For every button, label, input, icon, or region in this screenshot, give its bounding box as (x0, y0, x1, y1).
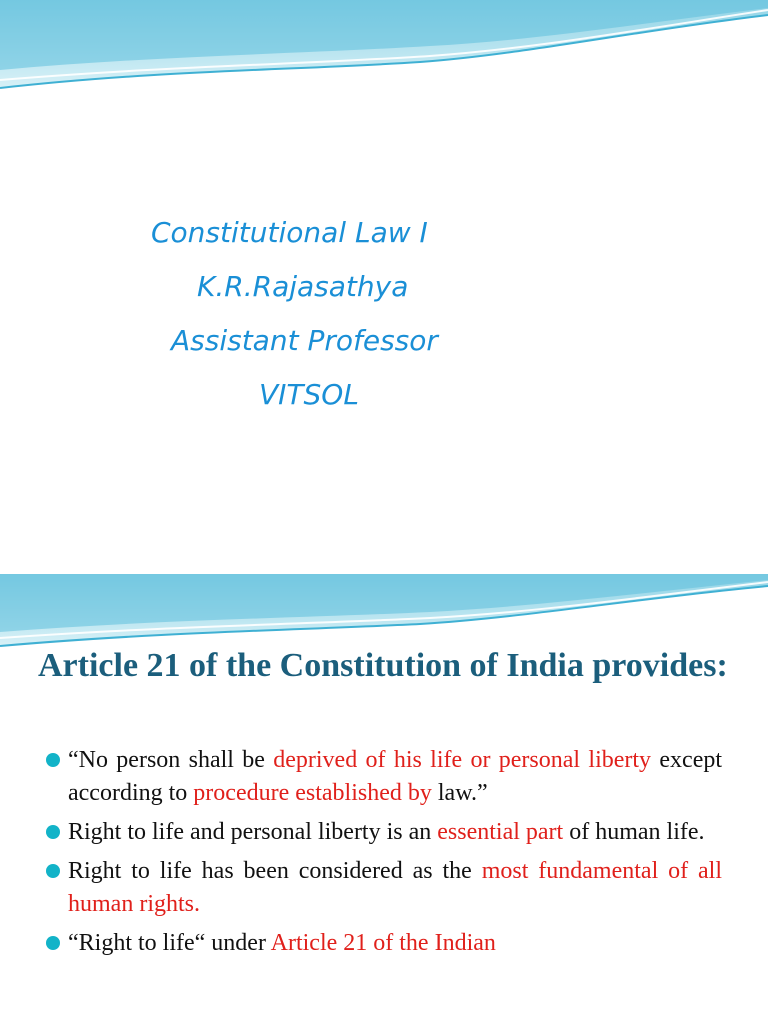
author-position: Assistant Professor (171, 324, 438, 357)
bullet-text: “Right to life“ under (68, 930, 271, 956)
bullet-text: “No person shall be (68, 747, 274, 773)
author-name: K.R.Rajasathya (197, 270, 409, 303)
course-title: Constitutional Law I (151, 216, 428, 249)
bullet-text: except according to (68, 747, 723, 806)
bullet-item (44, 744, 722, 810)
bullet-item (44, 816, 722, 849)
decorative-wave-header (0, 0, 768, 95)
institution: VITSOL (259, 378, 359, 411)
bullet-item (44, 855, 722, 921)
slide-heading: Article 21 of the Constitution of India provides: (38, 647, 728, 684)
bullet-highlight: most fundamental of all human rights. (68, 858, 723, 917)
bullet-highlight: deprived of his life or personal liberty (273, 747, 652, 773)
bullet-list (44, 744, 722, 966)
bullet-dot-icon (46, 936, 60, 950)
bullet-text: Right to life and personal liberty is an (68, 819, 438, 845)
bullet-highlight: procedure established by (193, 780, 432, 806)
bullet-text: Right to life has been considered as the (68, 858, 482, 884)
bullet-dot-icon (46, 864, 60, 878)
bullet-text: of human life. (563, 819, 705, 845)
bullet-dot-icon (46, 825, 60, 839)
decorative-wave-header (0, 574, 768, 654)
bullet-highlight: Article 21 of the Indian (270, 930, 496, 956)
bullet-item (44, 927, 722, 960)
content-slide (0, 574, 768, 1024)
bullet-dot-icon (46, 753, 60, 767)
bullet-text: law.” (431, 780, 488, 806)
title-block (0, 210, 768, 430)
bullet-highlight: essential part (437, 819, 564, 845)
